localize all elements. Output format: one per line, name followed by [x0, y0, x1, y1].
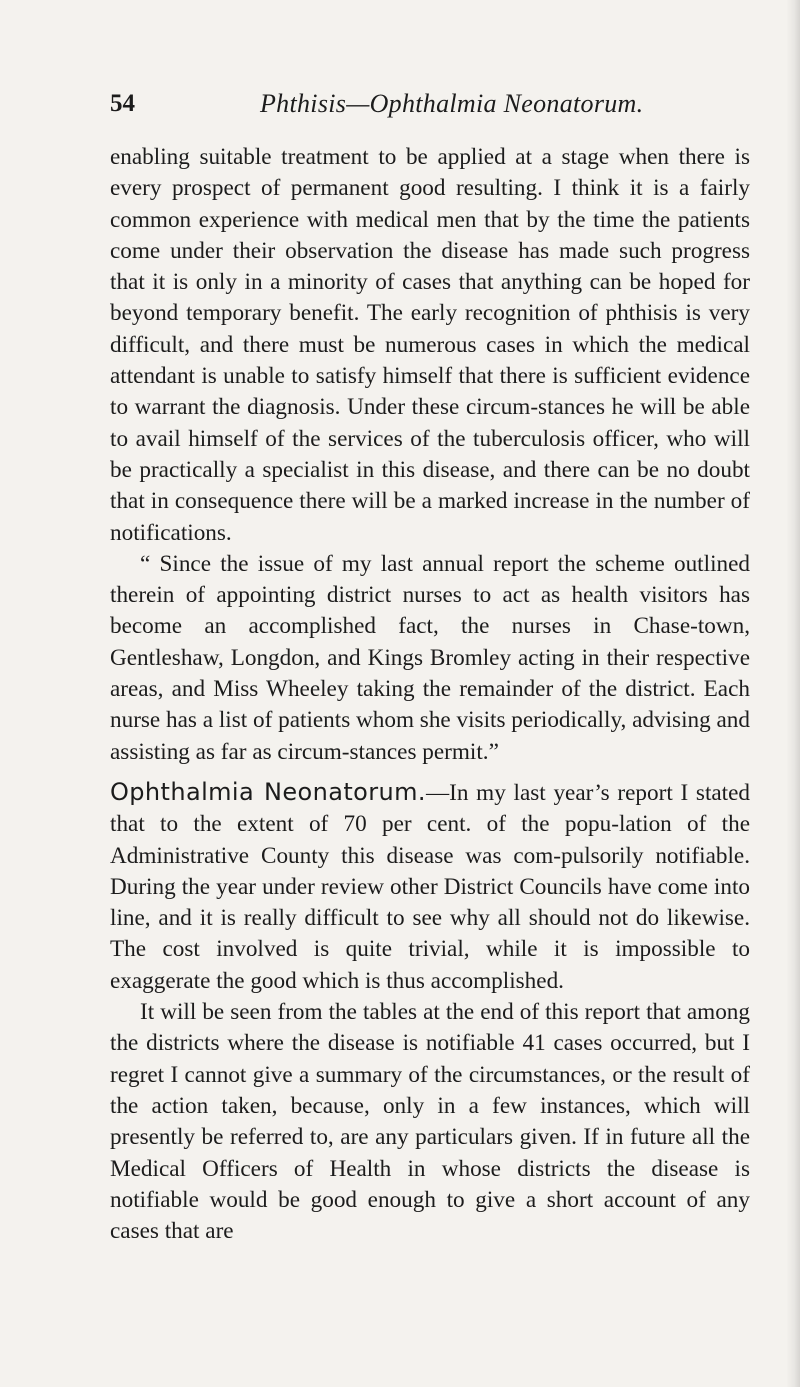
paragraph-cases-notifiable: It will be seen from the tables at the end of this report that among the districts where the disease is notifiable 41 cases occurred, but I regret I cannot give a summary of the circumstances, or the result of the action taken, because, only in a few instances, which will presently be referred to, are any particulars given. If in future all the Medical Officers of Health in whose districts the disease is notifiable would be good enough to give a short account of any cases that are [110, 999, 750, 1245]
paragraph-district-nurses: “ Since the issue of my last annual report the scheme outlined therein of appointing district nurses to act as health visitors has become an accomplished fact, the nurses in Chase-town, Gentleshaw, Longdon, and Kings Bromley acting in their respective areas, and Miss Wheeley taking the remainder of the district. Each nurse has a list of patients whom she visits periodically, advising and assisting as far as circum-stances permit.” [110, 550, 750, 765]
paragraph-ophthalmia-text: —In my last year’s report I stated that to the extent of 70 per cent. of the popu-lation of the Administrative County this disease was com-pulsorily notifiable. During the year under review other District Councils have come into line, and it is really difficult to see why all should not do likewise. The cost involved is quite trivial, while it is impossible to exaggerate the good which is thus accomplished. [110, 779, 751, 994]
body-text [110, 142, 750, 1247]
paragraph-ophthalmia-intro [110, 777, 750, 997]
section-heading: Ophthalmia Neonatorum. [110, 777, 426, 806]
page-edge-shadow [786, 0, 800, 1387]
section-gap [110, 768, 750, 777]
running-title: Phthisis—Ophthalmia Neonatorum. [260, 89, 644, 118]
page-header [110, 88, 745, 128]
paragraph-phthisis-treatment: enabling suitable treatment to be applied at a stage when there is every prospect of permanent good resulting. I think it is a fairly common experience with medical men that by the time the patients come under their observation the disease has made such progress that it is only in a minority of cases that anything can be hoped for beyond temporary benefit. The early recognition of phthisis is very difficult, and there must be numerous cases in which the medical attendant is unable to satisfy himself that there is sufficient evidence to warrant the diagnosis. Under these circum-stances he will be able to avail himself of the services of the tuberculosis officer, who will be practically a specialist in this disease, and there can be no doubt that in consequence there will be a marked increase in the number of notifications. [110, 144, 750, 546]
page-number: 54 [110, 90, 135, 117]
